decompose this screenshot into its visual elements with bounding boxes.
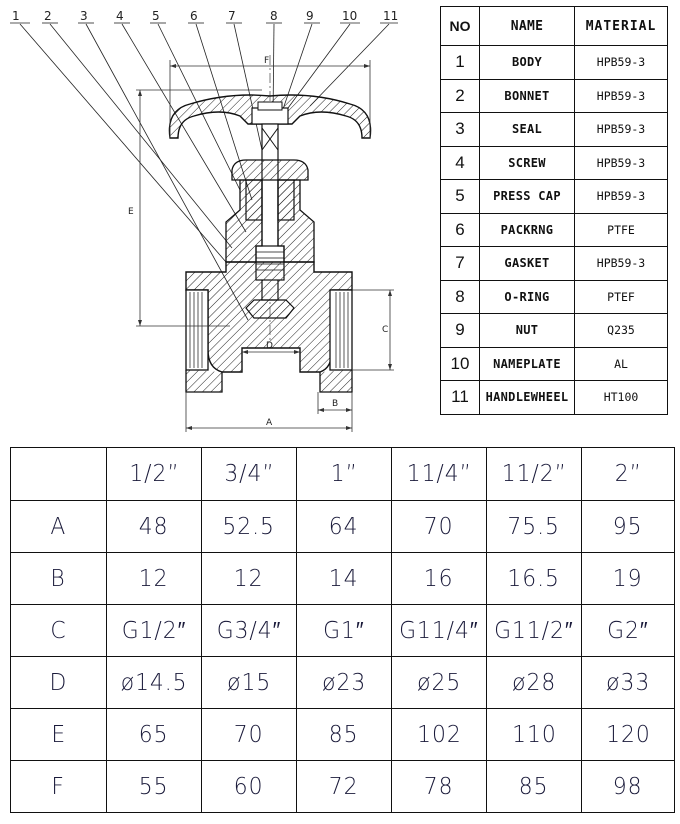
table-row bbox=[441, 280, 668, 314]
dimension-value: 70 bbox=[202, 709, 297, 761]
dimension-value: 12 bbox=[202, 553, 297, 605]
dim-label-d: D bbox=[266, 341, 273, 351]
header-name: NAME bbox=[480, 7, 575, 46]
dimension-table-header bbox=[11, 448, 675, 501]
parts-table-header bbox=[441, 7, 668, 46]
callout-10: 10 bbox=[342, 9, 358, 23]
part-material: HPB59-3 bbox=[575, 46, 668, 80]
dimension-label: F bbox=[11, 761, 107, 813]
callout-6: 6 bbox=[190, 9, 198, 23]
part-material: HT100 bbox=[575, 381, 668, 415]
table-row bbox=[441, 79, 668, 113]
dimension-value: G3/4″ bbox=[202, 605, 297, 657]
dim-label-a: A bbox=[266, 418, 273, 428]
table-row bbox=[11, 761, 675, 813]
dimension-value: 110 bbox=[487, 709, 582, 761]
dimension-value: 52.5 bbox=[202, 501, 297, 553]
size-header: 2” bbox=[582, 448, 675, 501]
dimension-value: 16 bbox=[392, 553, 487, 605]
callout-5: 5 bbox=[152, 9, 160, 23]
table-row bbox=[11, 553, 675, 605]
part-no: 1 bbox=[441, 46, 480, 80]
part-material: HPB59-3 bbox=[575, 146, 668, 180]
dimension-value: G1/2″ bbox=[107, 605, 202, 657]
dimension-value: 72 bbox=[297, 761, 392, 813]
table-row bbox=[441, 381, 668, 415]
part-material: PTEF bbox=[575, 280, 668, 314]
table-row bbox=[441, 247, 668, 281]
part-name: O-RING bbox=[480, 280, 575, 314]
part-material: HPB59-3 bbox=[575, 79, 668, 113]
corner-cell bbox=[11, 448, 107, 501]
dimension-value: 65 bbox=[107, 709, 202, 761]
part-no: 4 bbox=[441, 146, 480, 180]
dimension-value: ø25 bbox=[392, 657, 487, 709]
dimension-value: 64 bbox=[297, 501, 392, 553]
callout-9: 9 bbox=[306, 9, 314, 23]
part-material: Q235 bbox=[575, 314, 668, 348]
table-row bbox=[441, 180, 668, 214]
size-header: 11/2” bbox=[487, 448, 582, 501]
part-name: HANDLEWHEEL bbox=[480, 381, 575, 415]
part-material: AL bbox=[575, 347, 668, 381]
part-name: PRESS CAP bbox=[480, 180, 575, 214]
dimension-value: 55 bbox=[107, 761, 202, 813]
dimension-value: G11/2″ bbox=[487, 605, 582, 657]
table-row bbox=[11, 501, 675, 553]
table-row bbox=[441, 314, 668, 348]
size-header: 1/2” bbox=[107, 448, 202, 501]
part-no: 8 bbox=[441, 280, 480, 314]
part-no: 5 bbox=[441, 180, 480, 214]
part-no: 7 bbox=[441, 247, 480, 281]
part-no: 2 bbox=[441, 79, 480, 113]
part-name: GASKET bbox=[480, 247, 575, 281]
part-name: NUT bbox=[480, 314, 575, 348]
parts-table bbox=[440, 6, 668, 415]
size-header: 11/4” bbox=[392, 448, 487, 501]
dimension-table bbox=[10, 447, 675, 813]
size-header: 3/4” bbox=[202, 448, 297, 501]
dimension-value: 14 bbox=[297, 553, 392, 605]
callout-2: 2 bbox=[44, 9, 52, 23]
dimension-value: ø28 bbox=[487, 657, 582, 709]
part-name: BONNET bbox=[480, 79, 575, 113]
callout-11: 11 bbox=[383, 9, 399, 23]
part-name: SCREW bbox=[480, 146, 575, 180]
dimension-value: G11/4″ bbox=[392, 605, 487, 657]
header-no: NO bbox=[441, 7, 480, 46]
dimension-value: 78 bbox=[392, 761, 487, 813]
valve-body bbox=[186, 262, 352, 392]
dimension-value: G1″ bbox=[297, 605, 392, 657]
part-material: HPB59-3 bbox=[575, 113, 668, 147]
part-name: PACKRNG bbox=[480, 213, 575, 247]
callout-7: 7 bbox=[228, 9, 236, 23]
dim-label-b: B bbox=[332, 399, 339, 409]
dimension-value: 12 bbox=[107, 553, 202, 605]
table-row bbox=[441, 146, 668, 180]
dimension-label: A bbox=[11, 501, 107, 553]
dimension-value: 19 bbox=[582, 553, 675, 605]
callout-4: 4 bbox=[116, 9, 124, 23]
table-row bbox=[11, 709, 675, 761]
dim-label-e: E bbox=[128, 207, 134, 217]
part-material: PTFE bbox=[575, 213, 668, 247]
table-row bbox=[441, 46, 668, 80]
dimension-value: 60 bbox=[202, 761, 297, 813]
dimension-value: G2″ bbox=[582, 605, 675, 657]
dimension-value: ø23 bbox=[297, 657, 392, 709]
part-no: 3 bbox=[441, 113, 480, 147]
part-no: 9 bbox=[441, 314, 480, 348]
valve-drawing bbox=[0, 0, 440, 440]
part-material: HPB59-3 bbox=[575, 247, 668, 281]
dimension-label: D bbox=[11, 657, 107, 709]
dim-label-c: C bbox=[382, 325, 389, 335]
dimension-value: 95 bbox=[582, 501, 675, 553]
table-row bbox=[11, 657, 675, 709]
dimension-label: E bbox=[11, 709, 107, 761]
dimension-value: 85 bbox=[487, 761, 582, 813]
dimension-label: C bbox=[11, 605, 107, 657]
table-row bbox=[441, 347, 668, 381]
part-name: NAMEPLATE bbox=[480, 347, 575, 381]
dim-label-f: F bbox=[264, 56, 270, 66]
part-no: 10 bbox=[441, 347, 480, 381]
part-no: 6 bbox=[441, 213, 480, 247]
dimension-value: 70 bbox=[392, 501, 487, 553]
part-name: BODY bbox=[480, 46, 575, 80]
dimension-value: 85 bbox=[297, 709, 392, 761]
dimension-value: 16.5 bbox=[487, 553, 582, 605]
part-name: SEAL bbox=[480, 113, 575, 147]
size-header: 1” bbox=[297, 448, 392, 501]
table-row bbox=[441, 213, 668, 247]
dimension-label: B bbox=[11, 553, 107, 605]
callout-8: 8 bbox=[270, 9, 278, 23]
dimension-value: 75.5 bbox=[487, 501, 582, 553]
dimension-value: ø15 bbox=[202, 657, 297, 709]
dimension-value: ø33 bbox=[582, 657, 675, 709]
table-row bbox=[441, 113, 668, 147]
dimension-value: 48 bbox=[107, 501, 202, 553]
callout-3: 3 bbox=[80, 9, 88, 23]
header-material: MATERIAL bbox=[575, 7, 668, 46]
part-no: 11 bbox=[441, 381, 480, 415]
dimension-value: 102 bbox=[392, 709, 487, 761]
dimension-value: 98 bbox=[582, 761, 675, 813]
dimension-value: ø14.5 bbox=[107, 657, 202, 709]
part-material: HPB59-3 bbox=[575, 180, 668, 214]
table-row bbox=[11, 605, 675, 657]
dimension-value: 120 bbox=[582, 709, 675, 761]
callout-1: 1 bbox=[12, 9, 20, 23]
